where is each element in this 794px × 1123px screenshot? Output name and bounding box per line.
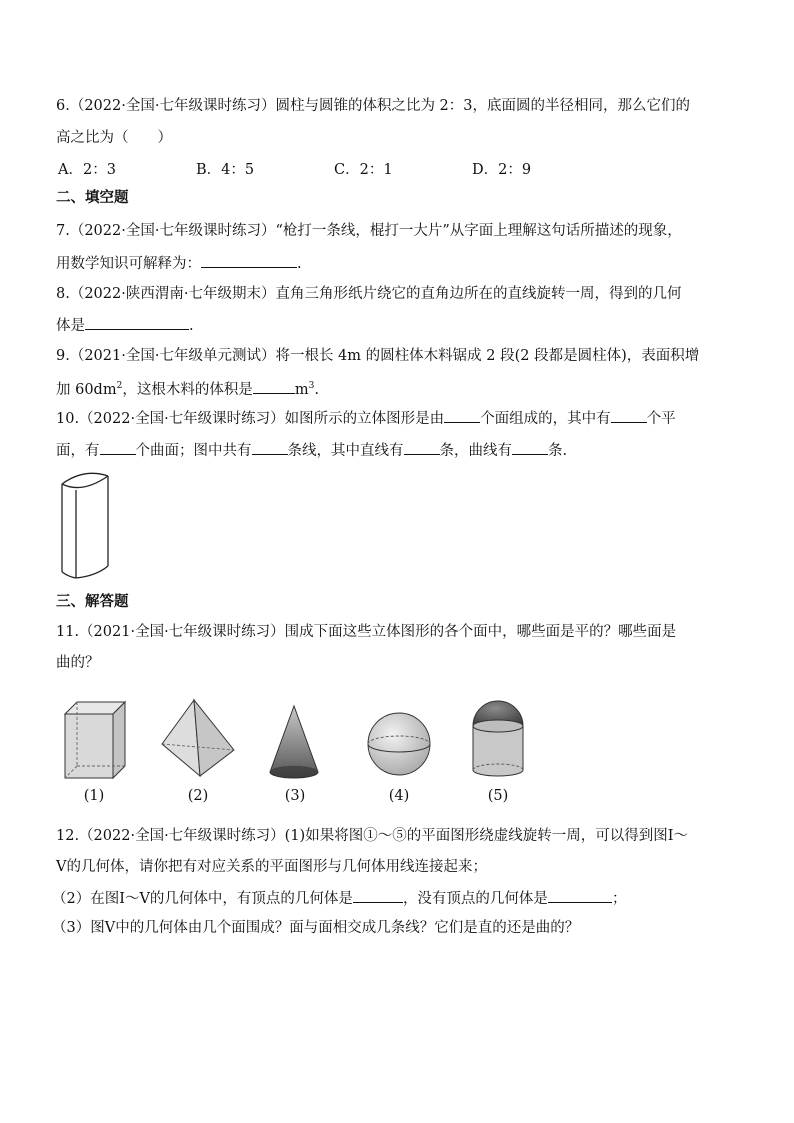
q8-line1: 8.（2022·陕西渭南·七年级期末）直角三角形纸片绕它的直角边所在的直线旋转一周，得到的几何	[56, 286, 682, 302]
q9-line1: 9.（2021·全国·七年级单元测试）将一根长 4m 的圆柱体木料锯成 2 段(2 段都是圆柱体)，表面积增	[56, 348, 700, 364]
q12-line4: （3）图Ⅴ中的几何体由几个面围成？面与面相交成几条线？它们是直的还是曲的？	[52, 920, 580, 936]
q7-line1: 7.（2022·全国·七年级课时练习）“枪打一条线，棍打一大片”从字面上理解这句话所描述的现象，	[56, 223, 682, 239]
q7-line2-prefix: 用数学知识可解释为：	[56, 256, 201, 272]
q6-line2: 高之比为（ ）	[56, 130, 172, 146]
q6-option-b: B．4：5	[196, 162, 255, 178]
q12-text-c: ；	[611, 891, 627, 907]
q10-blank-total-lines[interactable]	[252, 440, 288, 455]
q11-cone-figure	[266, 704, 322, 780]
q11-prism-figure	[64, 700, 128, 780]
q12-line3	[52, 888, 626, 909]
q6-line1: 6.（2022·全国·七年级课时练习）圆柱与圆锥的体积之比为 2：3，底面圆的半径相同，那么它们的	[56, 98, 691, 114]
q10-text-f: 条线，其中直线有	[287, 443, 404, 459]
q10-blank-faces[interactable]	[444, 408, 480, 423]
q12-text-b: ，没有顶点的几何体是	[402, 891, 548, 907]
q11-line1: 11.（2021·全国·七年级课时练习）围成下面这些立体图形的各个面中，哪些面是平的？哪些面是	[56, 624, 677, 640]
q12-text-a: （2）在图Ⅰ～Ⅴ的几何体中，有顶点的几何体是	[52, 891, 353, 907]
q7-line2	[56, 253, 302, 274]
q11-line2: 曲的？	[56, 655, 100, 671]
q11-caption-5: (5)	[487, 788, 509, 804]
q11-capped-cylinder-figure	[470, 704, 526, 780]
q9-unit: m	[294, 381, 309, 398]
q12-blank-with-vertex[interactable]	[353, 888, 403, 903]
q10-line1	[56, 408, 676, 429]
q11-sphere-figure	[366, 710, 432, 778]
q7-answer-blank[interactable]	[201, 253, 297, 268]
q8-answer-blank[interactable]	[85, 315, 189, 330]
q6-option-d: D．2：9	[472, 162, 532, 178]
q9-text-b: ，这根木料的体积是	[122, 381, 253, 398]
q6-option-a: A．2：3	[58, 162, 116, 178]
q11-pyramid-figure	[160, 698, 236, 780]
q10-text-e: 个曲面；图中共有	[135, 443, 252, 459]
q8-line2-suffix: .	[189, 318, 194, 334]
q10-blank-flat-faces[interactable]	[611, 408, 647, 423]
q9-line2	[56, 376, 319, 400]
q10-half-cylinder-figure	[56, 470, 116, 582]
q9-answer-blank[interactable]	[253, 379, 295, 394]
q10-text-h: 条.	[548, 443, 568, 459]
q10-blank-curved-lines[interactable]	[512, 440, 548, 455]
q10-text-a: 10.（2022·全国·七年级课时练习）如图所示的立体图形是由	[56, 411, 445, 427]
q9-superscript-2: 2	[116, 381, 123, 391]
q12-line2: Ⅴ的几何体，请你把有对应关系的平面图形与几何体用线连接起来；	[56, 859, 487, 875]
q11-caption-1: (1)	[83, 788, 105, 804]
q10-blank-curved-faces[interactable]	[100, 440, 136, 455]
q8-line2	[56, 315, 194, 336]
q10-blank-straight-lines[interactable]	[404, 440, 440, 455]
q8-line2-prefix: 体是	[56, 318, 85, 334]
q10-text-g: 条，曲线有	[439, 443, 512, 459]
q6-option-c: C．2：1	[334, 162, 393, 178]
q11-caption-2: (2)	[187, 788, 209, 804]
section-fill-in-heading: 二、填空题	[56, 190, 129, 206]
q7-line2-suffix: .	[297, 256, 302, 272]
q12-line1: 12.（2022·全国·七年级课时练习）(1)如果将图①～⑤的平面图形绕虚线旋转一周，可以得到图Ⅰ～	[56, 828, 688, 844]
q10-text-c: 个平	[646, 411, 676, 427]
q10-text-b: 个面组成的，其中有	[480, 411, 611, 427]
q9-text-d: .	[314, 381, 319, 398]
q9-text-a: 加 60dm	[56, 381, 117, 398]
q10-text-d: 面，有	[56, 443, 100, 459]
q9-superscript-3: 3	[308, 381, 315, 391]
q10-line2	[56, 440, 567, 461]
q11-caption-4: (4)	[388, 788, 410, 804]
q12-blank-without-vertex[interactable]	[548, 888, 612, 903]
section-answer-heading: 三、解答题	[56, 594, 129, 610]
q11-caption-3: (3)	[284, 788, 306, 804]
